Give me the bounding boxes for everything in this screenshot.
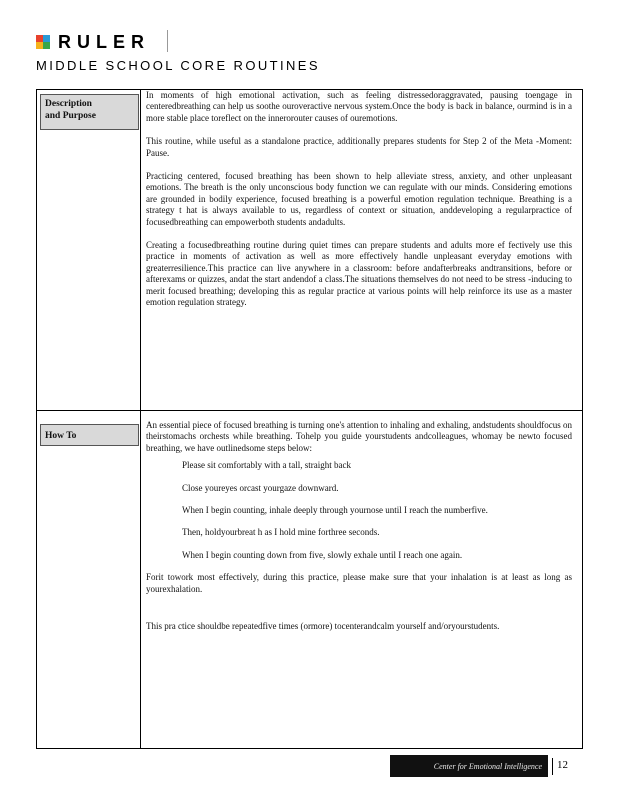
step-text: When I begin counting, inhale deeply through yournose until I reach the numberfive.	[182, 505, 488, 516]
how-to-closing: This pra ctice shouldbe repeatedfive times (ormore) tocenterandcalm yourself and/oryourstudents.	[146, 621, 500, 632]
how-to-label: How To	[40, 424, 139, 446]
logo-divider	[167, 30, 168, 52]
list-item	[146, 460, 572, 471]
routine-table	[36, 89, 583, 749]
description-label	[40, 94, 139, 130]
list-item	[146, 483, 572, 494]
step-text: When I begin counting down from five, slowly exhale until I reach one again.	[182, 549, 463, 560]
description-label-line2: and Purpose	[45, 111, 96, 121]
ruler-logo-mark-icon	[36, 35, 50, 49]
step-text: Then, holdyourbreat h as I hold mine forthree seconds.	[182, 527, 380, 538]
footer-banner	[390, 755, 548, 777]
description-content	[146, 90, 572, 321]
ruler-logo	[36, 33, 150, 51]
step-text: Close youreyes orcast yourgaze downward.	[182, 482, 339, 493]
logo-square-blue	[43, 35, 50, 42]
page-subtitle: MIDDLE SCHOOL CORE ROUTINES	[36, 58, 320, 73]
column-divider	[140, 90, 141, 748]
logo-wordmark: RULER	[58, 32, 150, 52]
steps-list	[146, 460, 572, 561]
how-to-content	[146, 420, 572, 644]
how-to-note: Forit towork most effectively, during this practice, please make sure that your inhalation is at least as long as yourexhalation.	[146, 572, 572, 594]
footer-divider	[552, 758, 553, 775]
description-paragraph: Practicing centered, focused breathing has been shown to help alleviate stress, anxiety, and other unpleasant emotions. The breath is the only unconscious body function we can regulate with our minds. Considering emotions are grounded in bodily experience, focused breathing is a powerful emotion regulation technique. Breathing is a strategy t hat is always available to us, regardless of context or situation, anddeveloping a regularpractice of focusedbreathing can empowerboth students andadults.	[146, 171, 572, 227]
page-number: 12	[557, 759, 568, 771]
row-divider	[37, 410, 582, 411]
logo-square-red	[36, 35, 43, 42]
footer-org-name: Center for Emotional Intelligence	[433, 761, 542, 771]
logo-square-green	[43, 42, 50, 49]
description-paragraph: Creating a focusedbreathing routine during quiet times can prepare students and adults more ef fectively use this practice in moments of activation as well as more effectively handle unpleasant everyday emotions with greaterresilience.This practice can live anywhere in a classroom: before andafterbreaks andtransitions, before or afterexams or quizzes, andat the start andendof a class.The situations themselves do not need to be stress -inducing to merit focused breathing; developing this as regular practice at various points will help reinforce its use as a master emotion regulation strategy.	[146, 240, 572, 308]
description-paragraph: This routine, while useful as a standalone practice, additionally prepares students for Step 2 of the Meta -Moment: Pause.	[146, 136, 572, 158]
list-item	[146, 527, 572, 538]
description-paragraph: In moments of high emotional activation, such as feeling distressedoraggravated, pausing toengage in centeredbreathing can help us soothe ouroveractive nervous system.Once the body is back in balance, ourmind is in a more stable place toreflect on the innerorouter causes of ouremotions.	[146, 90, 572, 123]
description-label-line1: Description	[45, 99, 92, 109]
logo-square-yellow	[36, 42, 43, 49]
how-to-intro: An essential piece of focused breathing is turning one's attention to inhaling and exhaling, andstudents shouldfocus on theirstomachs orchests while breathing. Tohelp you guide yourstudents andcolleagues, whomay be newto focused breathing, we have outlinedsome steps below:	[146, 420, 572, 453]
step-text: Please sit comfortably with a tall, straight back	[182, 460, 351, 471]
list-item	[146, 550, 572, 561]
list-item	[146, 505, 572, 516]
